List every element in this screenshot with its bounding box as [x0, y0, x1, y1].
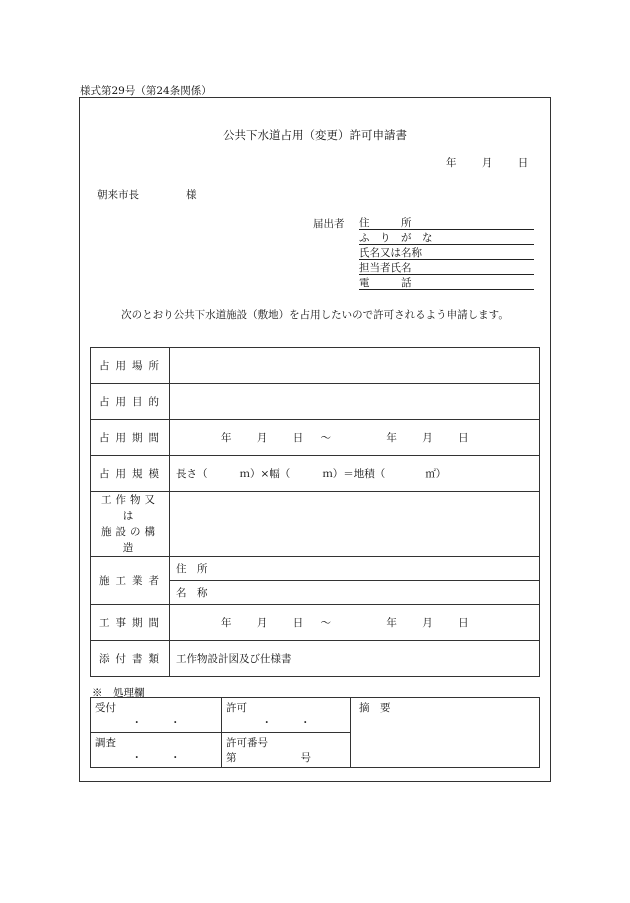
permit-cell[interactable] — [222, 698, 351, 733]
permit-number-line — [226, 750, 346, 765]
permit-label: 許可 — [226, 702, 247, 714]
addressee-honorific: 様 — [186, 189, 197, 201]
dot: ・ — [261, 717, 272, 729]
applicant-contact-label: 担当者氏名 — [359, 262, 412, 274]
applicant-furigana-field[interactable] — [359, 230, 534, 245]
applicant-phone-label: 電 話 — [359, 277, 412, 289]
attachments-field[interactable]: 工作物設計図及び仕様書 — [170, 641, 540, 677]
work-tilde: 〜 — [320, 617, 332, 629]
applicant-address-label: 住 所 — [359, 217, 412, 229]
work-start-day: 日 — [292, 617, 304, 629]
work-end-year: 年 — [386, 617, 397, 629]
form-number: 様式第29号（第24条関係） — [80, 85, 212, 97]
investigation-dots — [95, 750, 217, 765]
summary-label: 摘 要 — [359, 702, 391, 714]
period-field[interactable] — [170, 420, 540, 456]
dot: ・ — [300, 717, 311, 729]
statement: 次のとおり公共下水道施設（敷地）を占用したいので許可されるよう申請します。 — [121, 309, 509, 321]
permit-number-label: 許可番号 — [226, 737, 268, 749]
attachments-label: 添付書類 — [91, 641, 170, 677]
table-row — [91, 605, 540, 641]
applicant-contact-field[interactable] — [359, 260, 534, 275]
work-period-label: 工事期間 — [91, 605, 170, 641]
structure-label-line2: 施設の構造 — [101, 526, 159, 554]
table-row — [91, 348, 540, 384]
location-label: 占用場所 — [91, 348, 170, 384]
received-dots — [95, 715, 217, 730]
applicant-address-field[interactable] — [359, 215, 534, 230]
scale-label: 占用規模 — [91, 456, 170, 492]
scale-length: 長さ（ — [176, 468, 208, 480]
applicant-phone-field[interactable] — [359, 275, 534, 290]
scale-area-unit: ㎡） — [425, 468, 447, 480]
permit-number-prefix: 第 — [226, 752, 237, 764]
permit-number-cell[interactable] — [222, 733, 351, 768]
date-month: 月 — [481, 157, 493, 169]
application-table — [90, 347, 540, 677]
contractor-address-field[interactable] — [170, 557, 540, 581]
investigation-label: 調査 — [95, 737, 116, 749]
applicant-name-label: 氏名又は名称 — [359, 247, 422, 259]
table-row — [91, 557, 540, 581]
work-end-day: 日 — [458, 617, 469, 629]
period-start-month: 月 — [256, 432, 268, 444]
period-end-month: 月 — [422, 432, 433, 444]
contractor-name-label: 名 称 — [176, 587, 208, 599]
purpose-field[interactable] — [170, 384, 540, 420]
permit-number-suffix: 号 — [300, 752, 311, 764]
table-row — [91, 492, 540, 557]
permit-dots — [226, 715, 346, 730]
location-field[interactable] — [170, 348, 540, 384]
period-start-day: 日 — [292, 432, 304, 444]
period-end-year: 年 — [386, 432, 397, 444]
structure-label — [91, 492, 170, 557]
date-year: 年 — [446, 157, 457, 169]
applicant-label: 届出者 — [313, 218, 345, 230]
table-row — [91, 698, 540, 733]
contractor-name-field[interactable] — [170, 581, 540, 605]
processing-label: ※ 処理欄 — [92, 687, 145, 699]
purpose-label: 占用目的 — [91, 384, 170, 420]
dot: ・ — [170, 752, 181, 764]
date-line — [446, 155, 528, 170]
structure-label-line1: 工作物又は — [101, 494, 159, 522]
addressee — [97, 187, 197, 202]
form-title: 公共下水道占用（変更）許可申請書 — [223, 128, 407, 142]
period-label: 占用期間 — [91, 420, 170, 456]
dot: ・ — [170, 717, 181, 729]
period-end-day: 日 — [458, 432, 469, 444]
period-tilde: 〜 — [320, 432, 332, 444]
received-cell[interactable] — [91, 698, 222, 733]
scale-width: ｍ）×幅（ — [239, 468, 291, 480]
work-start-month: 月 — [256, 617, 268, 629]
dot: ・ — [131, 752, 142, 764]
scale-area: ｍ）＝地積（ — [322, 468, 386, 480]
investigation-cell[interactable] — [91, 733, 222, 768]
applicant-furigana-label: ふ り が な — [359, 232, 433, 244]
dot: ・ — [131, 717, 142, 729]
addressee-name: 朝来市長 — [97, 189, 139, 201]
table-row — [91, 384, 540, 420]
contractor-label: 施工業者 — [91, 557, 170, 605]
structure-field[interactable] — [170, 492, 540, 557]
table-row — [91, 456, 540, 492]
table-row — [91, 641, 540, 677]
work-start-year: 年 — [221, 617, 232, 629]
received-label: 受付 — [95, 702, 116, 714]
date-day: 日 — [517, 157, 529, 169]
work-end-month: 月 — [422, 617, 433, 629]
period-start-year: 年 — [221, 432, 232, 444]
applicant-name-field[interactable] — [359, 245, 534, 260]
processing-table — [90, 697, 540, 768]
summary-cell[interactable] — [351, 698, 540, 768]
work-period-field[interactable] — [170, 605, 540, 641]
contractor-address-label: 住 所 — [176, 563, 208, 575]
table-row — [91, 420, 540, 456]
scale-field[interactable] — [170, 456, 540, 492]
